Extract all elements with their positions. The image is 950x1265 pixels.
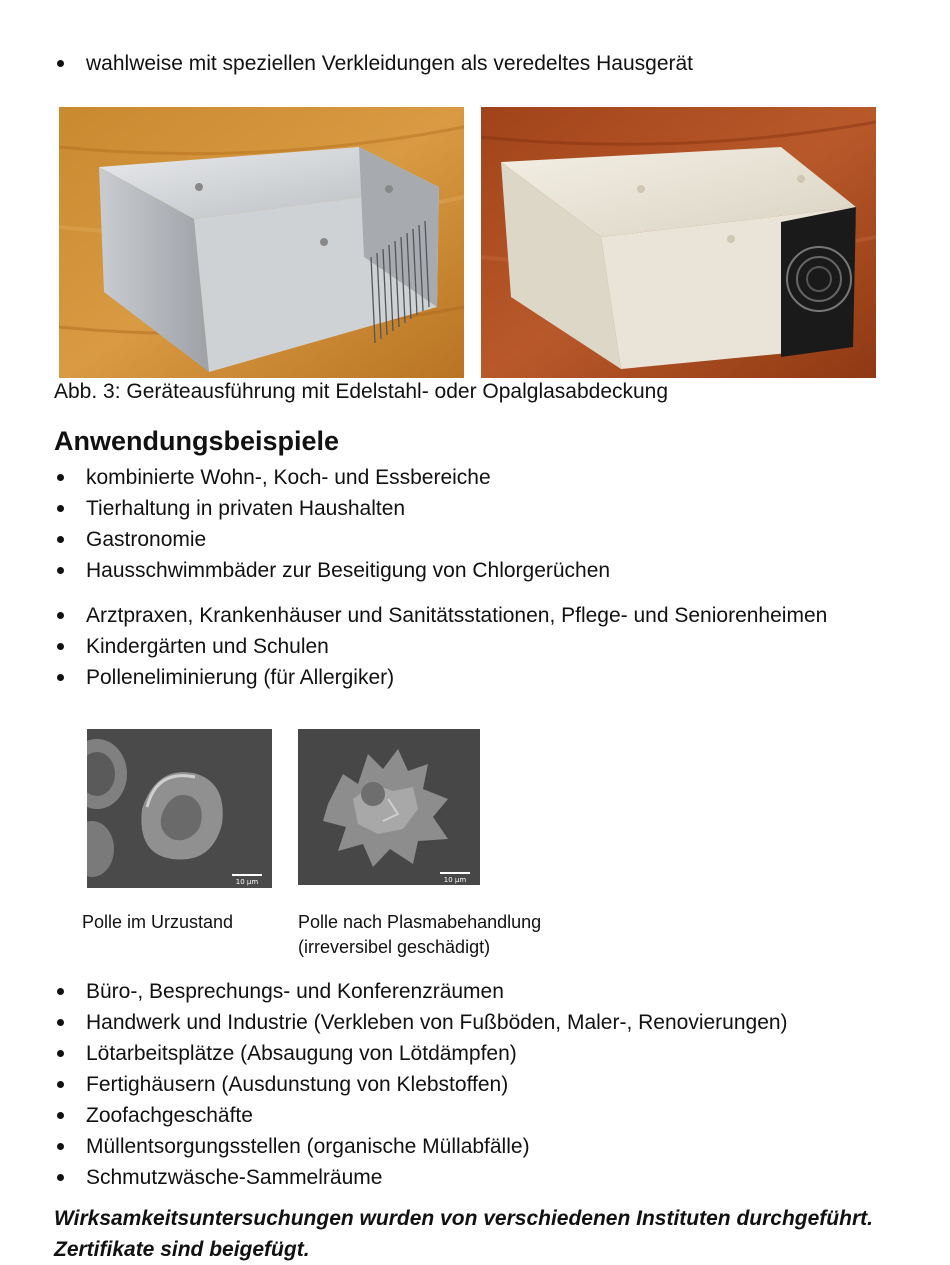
- list-item: Arztpraxen, Krankenhäuser und Sanitätsstationen, Pflege- und Seniorenheimen: [54, 600, 827, 631]
- list-item: Lötarbeitsplätze (Absaugung von Lötdämpfen): [54, 1038, 788, 1069]
- opal-glass-device-photo: [481, 107, 876, 378]
- bullet-list-a: [54, 462, 610, 586]
- list-item: Gastronomie: [54, 524, 610, 555]
- footer-line-2: Zertifikate sind beigefügt.: [54, 1238, 310, 1261]
- list-item: Hausschwimmbäder zur Beseitigung von Chlorgerüchen: [54, 555, 610, 586]
- stainless-device-photo: [59, 107, 464, 378]
- footer-note: [54, 1203, 873, 1265]
- list-item: kombinierte Wohn-, Koch- und Essbereiche: [54, 462, 610, 493]
- pollen-right-caption-line1: Polle nach Plasmabehandlung: [298, 912, 542, 932]
- scale-label: 10 µm: [235, 878, 259, 886]
- section-heading: Anwendungsbeispiele: [54, 426, 340, 456]
- list-item: wahlweise mit speziellen Verkleidungen als veredeltes Hausgerät: [54, 48, 693, 79]
- pollen-original-photo: [87, 729, 272, 888]
- figure-caption: Abb. 3: Geräteausführung mit Edelstahl- oder Opalglasabdeckung: [54, 380, 669, 403]
- pollen-right-caption-line2: (irreversibel geschädigt): [298, 937, 491, 957]
- pollen-treated-photo: [298, 729, 480, 885]
- list-item: Schmutzwäsche-Sammelräume: [54, 1162, 788, 1193]
- list-item: Tierhaltung in privaten Haushalten: [54, 493, 610, 524]
- footer-line-1: Wirksamkeitsuntersuchungen wurden von verschiedenen Instituten durchgeführt.: [54, 1207, 873, 1230]
- list-item: Fertighäusern (Ausdunstung von Klebstoffen): [54, 1069, 788, 1100]
- list-item: Handwerk und Industrie (Verkleben von Fußböden, Maler-, Renovierungen): [54, 1007, 788, 1038]
- pollen-left-caption: Polle im Urzustand: [82, 912, 234, 932]
- list-item: Büro-, Besprechungs- und Konferenzräumen: [54, 976, 788, 1007]
- bullet-list-b: [54, 600, 827, 693]
- list-item: Müllentsorgungsstellen (organische Müllabfälle): [54, 1131, 788, 1162]
- list-item: Zoofachgeschäfte: [54, 1100, 788, 1131]
- bullet-list-c: [54, 976, 788, 1193]
- list-item: Kindergärten und Schulen: [54, 631, 827, 662]
- top-bullet-list: [54, 48, 693, 79]
- scale-label: 10 µm: [443, 876, 467, 884]
- list-item: Polleneliminierung (für Allergiker): [54, 662, 827, 693]
